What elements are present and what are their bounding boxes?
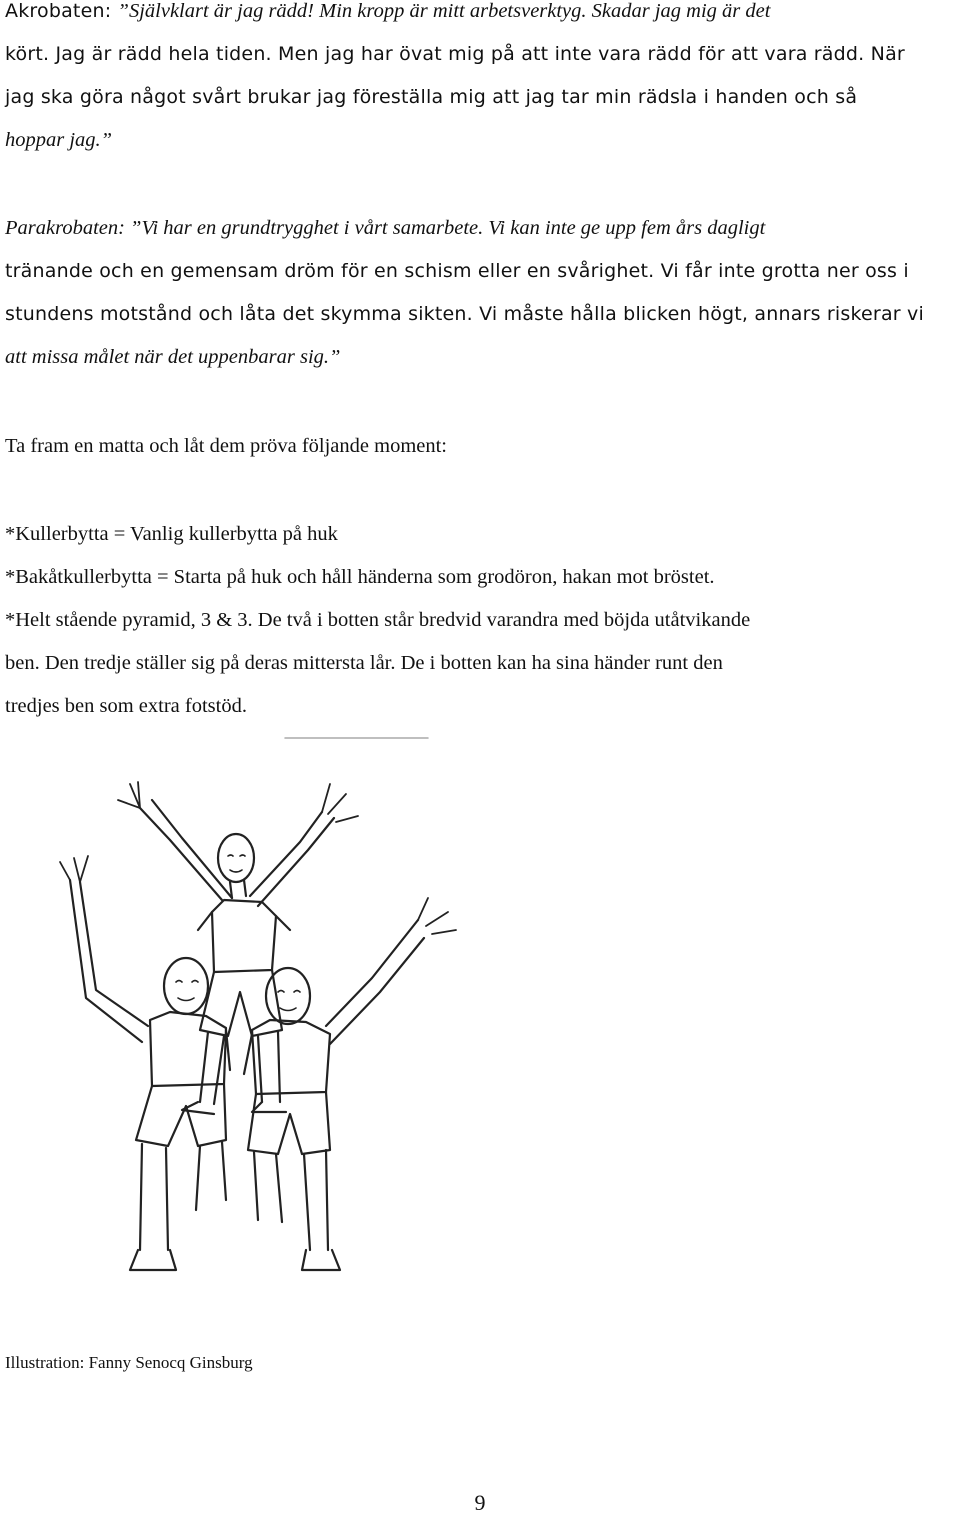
moment-pyramid-line-2: ben. Den tredje ställer sig på deras mittersta lår. De i botten kan ha sina händer runt den [5, 652, 723, 674]
moment-pyramid-line-3: tredjes ben som extra fotstöd. [5, 695, 247, 717]
parakrobaten-paragraph [5, 207, 955, 379]
moments-list [5, 513, 955, 728]
page-number: 9 [474, 1490, 486, 1515]
pyramid-drawing [0, 730, 960, 1320]
intro-line: Ta fram en matta och låt dem pröva följande moment: [5, 435, 448, 457]
moment-kullerbytta: *Kullerbytta = Vanlig kullerbytta på huk [5, 523, 338, 545]
akrobaten-speaker: Akrobaten: [5, 0, 118, 22]
pyramid-illustration [0, 730, 960, 1320]
akrobaten-line-1 [5, 0, 955, 33]
parakrobaten-line-3: stundens motstånd och låta det skymma sikten. Vi måste hålla blicken högt, annars riskerar vi [5, 303, 924, 325]
moment-bakatkullerbytta: *Bakåtkullerbytta = Starta på huk och håll händerna som grodöron, hakan mot bröstet. [5, 566, 715, 588]
moment-pyramid-line-1: *Helt stående pyramid, 3 & 3. De två i botten står bredvid varandra med böjda utåtvikande [5, 609, 751, 631]
top-acrobat-figure [118, 782, 358, 1114]
akrobaten-line-4: hoppar jag.” [5, 129, 113, 151]
parakrobaten-line-1: Parakrobaten: ”Vi har en grundtrygghet i vårt samarbete. Vi kan inte ge upp fem års dagligt [5, 217, 766, 239]
akrobaten-quote-start: ”Självklart är jag rädd! Min kropp är mitt arbetsverktyg. Skadar jag mig är det [117, 0, 771, 22]
akrobaten-line-2: kört. Jag är rädd hela tiden. Men jag har övat mig på att inte vara rädd för att vara rädd. När [5, 43, 905, 65]
right-bottom-acrobat-figure [244, 898, 456, 1270]
akrobaten-paragraph [5, 0, 955, 162]
akrobaten-line-3: jag ska göra något svårt brukar jag föreställa mig att jag tar min rädsla i handen och så [5, 86, 858, 108]
parakrobaten-line-4: att missa målet när det uppenbarar sig.” [5, 346, 341, 368]
illustration-caption: Illustration: Fanny Senocq Ginsburg [5, 1353, 253, 1372]
intro-paragraph [5, 425, 955, 468]
parakrobaten-line-2: tränande och en gemensam dröm för en schism eller en svårighet. Vi får inte grotta ner oss i [5, 260, 909, 282]
